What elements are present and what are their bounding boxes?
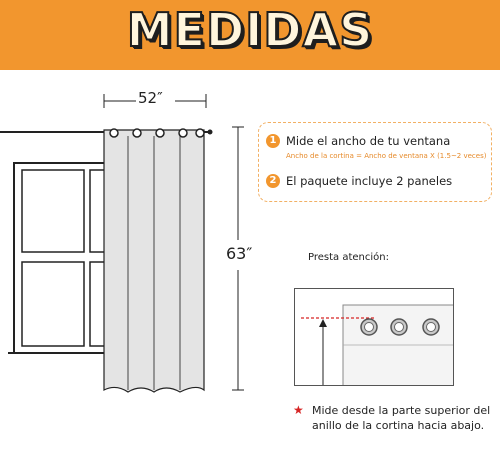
height-label: 63″ (226, 244, 253, 263)
grommet-detail-drawing (295, 289, 454, 386)
step-1-subtext: Ancho de la cortina = Ancho de ventana X (1.5~2 veces) (286, 152, 487, 160)
note-text: Mide desde la parte superior del anillo de la cortina hacia abajo. (312, 404, 491, 432)
curtain-panel (104, 129, 204, 392)
header-banner (0, 0, 500, 70)
grommet-ring-1 (361, 319, 377, 335)
step-1-text: Mide el ancho de tu ventana (286, 134, 451, 148)
star-icon: ★ (293, 403, 304, 417)
width-label: 52″ (138, 89, 163, 107)
window-illustration (8, 163, 120, 353)
step-1-number: 1 (266, 134, 280, 148)
step-1 (266, 134, 450, 148)
grommet-ring-2 (391, 319, 407, 335)
step-2 (266, 174, 452, 188)
curtain-illustration (0, 70, 260, 400)
attention-title: Presta atención: (308, 252, 389, 263)
step-2-text: El paquete incluye 2 paneles (286, 174, 453, 188)
page-title: MEDIDAS (126, 3, 374, 57)
grommet-ring-3 (423, 319, 439, 335)
grommet-detail (294, 288, 454, 386)
step-2-number: 2 (266, 174, 280, 188)
